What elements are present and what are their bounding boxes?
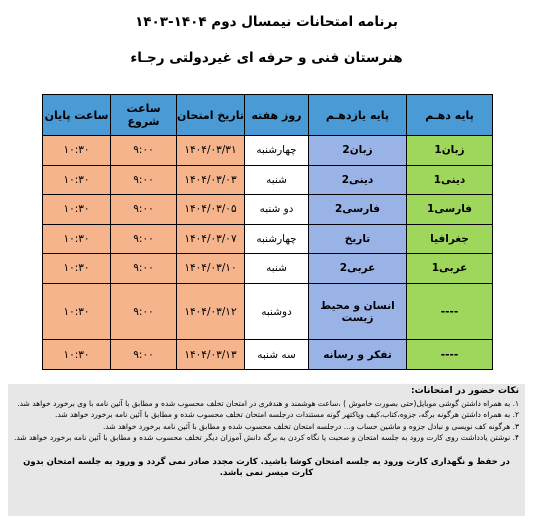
- grade10-subject: دینی1: [407, 165, 493, 195]
- exam-date-cell: ۱۴۰۴/۰۳/۰۵: [177, 195, 245, 225]
- end-time-cell: ۱۰:۳۰: [43, 254, 111, 284]
- exam-rules-box: [8, 384, 525, 516]
- note-item: ۴. نوشتن یادداشت روی کارت ورود به جلسه امتحان و صحبت یا نگاه کردن به برگه دانش آموزان دیگر تخلف محسوب شده و مطابق با آئین نامه برخورد خواهد شد.: [14, 432, 519, 442]
- weekday-cell: دوشنبه: [245, 283, 309, 340]
- grade10-subject: عربی1: [407, 254, 493, 284]
- column-header-start-time: ساعت شروع: [111, 95, 177, 136]
- grade11-subject: زبان2: [309, 136, 407, 166]
- end-time-cell: ۱۰:۳۰: [43, 136, 111, 166]
- table-row: [43, 340, 493, 370]
- table-row: [43, 136, 493, 166]
- column-header-weekday: روز هفته: [245, 95, 309, 136]
- school-name: هنرستان فنی و حرفه ای غیردولتی رجـاء: [130, 50, 403, 66]
- column-header-grade10: پایه دهـم: [407, 95, 493, 136]
- grade11-subject: فارسی2: [309, 195, 407, 225]
- column-header-end-time: ساعت پایان: [43, 95, 111, 136]
- end-time-cell: ۱۰:۳۰: [43, 195, 111, 225]
- note-item: ۳. هرگونه کف نویسی و نبادل جزوه و ماشین حساب و... درجلسه امتحان تخلف محسوب شده و مطابق با آئین نامه برخورد خواهد شد.: [103, 421, 519, 431]
- column-header-grade11: پایه یازدهـم: [309, 95, 407, 136]
- start-time-cell: ۹:۰۰: [111, 165, 177, 195]
- grade10-subject: فارسی1: [407, 195, 493, 225]
- end-time-cell: ۱۰:۳۰: [43, 224, 111, 254]
- exam-date-cell: ۱۴۰۴/۰۳/۱۲: [177, 283, 245, 340]
- grade11-subject: انسان و محیط زیست: [309, 283, 407, 340]
- note-item: ۱. به همراه داشتن گوشی موبایل(حتی بصورت خاموش ) ،ساعت هوشمند و هندفری در امتحان تخلف محسوب شده و مطابق با آئین نامه با وی برخورد خواهد شد.: [17, 399, 519, 409]
- weekday-cell: سه شنبه: [245, 340, 309, 370]
- column-header-exam-date: تاریخ امتحان: [177, 95, 245, 136]
- exam-date-cell: ۱۴۰۴/۰۳/۱۰: [177, 254, 245, 284]
- table-header-row: [43, 95, 493, 136]
- start-time-cell: ۹:۰۰: [111, 340, 177, 370]
- weekday-cell: دو شنبه: [245, 195, 309, 225]
- grade10-subject: ----: [407, 283, 493, 340]
- grade11-subject: عربی2: [309, 254, 407, 284]
- grade11-subject: تفکر و رسانه: [309, 340, 407, 370]
- weekday-cell: شنبه: [245, 165, 309, 195]
- start-time-cell: ۹:۰۰: [111, 195, 177, 225]
- table-row: [43, 283, 493, 340]
- end-time-cell: ۱۰:۳۰: [43, 340, 111, 370]
- weekday-cell: شنبه: [245, 254, 309, 284]
- grade10-subject: جغرافیا: [407, 224, 493, 254]
- grade10-subject: زبان1: [407, 136, 493, 166]
- exam-date-cell: ۱۴۰۴/۰۳/۰۳: [177, 165, 245, 195]
- grade10-subject: ----: [407, 340, 493, 370]
- start-time-cell: ۹:۰۰: [111, 224, 177, 254]
- notes-title: نکات حضور در امتحانات:: [410, 386, 519, 396]
- exam-date-cell: ۱۴۰۴/۰۳/۱۳: [177, 340, 245, 370]
- exam-schedule-table: [42, 94, 493, 370]
- page-title: برنامه امتحانات نیمسال دوم ۱۴۰۴-۱۴۰۳: [135, 14, 398, 30]
- weekday-cell: چهارشنبه: [245, 136, 309, 166]
- notes-footer: در حفظ و نگهداری کارت ورود به جلسه امتحان کوشا باشید. کارت مجدد صادر نمی گردد و ورود به جلسه امتحان بدون کارت میسر نمی باشد.: [23, 457, 510, 479]
- exam-date-cell: ۱۴۰۴/۰۳/۳۱: [177, 136, 245, 166]
- end-time-cell: ۱۰:۳۰: [43, 283, 111, 340]
- table-row: [43, 224, 493, 254]
- grade11-subject: دینی2: [309, 165, 407, 195]
- grade11-subject: تاریخ: [309, 224, 407, 254]
- table-row: [43, 195, 493, 225]
- end-time-cell: ۱۰:۳۰: [43, 165, 111, 195]
- start-time-cell: ۹:۰۰: [111, 254, 177, 284]
- start-time-cell: ۹:۰۰: [111, 136, 177, 166]
- weekday-cell: چهارشنبه: [245, 224, 309, 254]
- exam-date-cell: ۱۴۰۴/۰۳/۰۷: [177, 224, 245, 254]
- start-time-cell: ۹:۰۰: [111, 283, 177, 340]
- table-row: [43, 254, 493, 284]
- note-item: ۲. به همراه داشتن هرگونه برگه، جزوه،کتاب،کیف وپاکتهر گونه مستندات درجلسه امتحان تخلف محسوب شده و مطابق با آئین نامه برخورد خواهد شد.: [55, 410, 519, 420]
- table-row: [43, 165, 493, 195]
